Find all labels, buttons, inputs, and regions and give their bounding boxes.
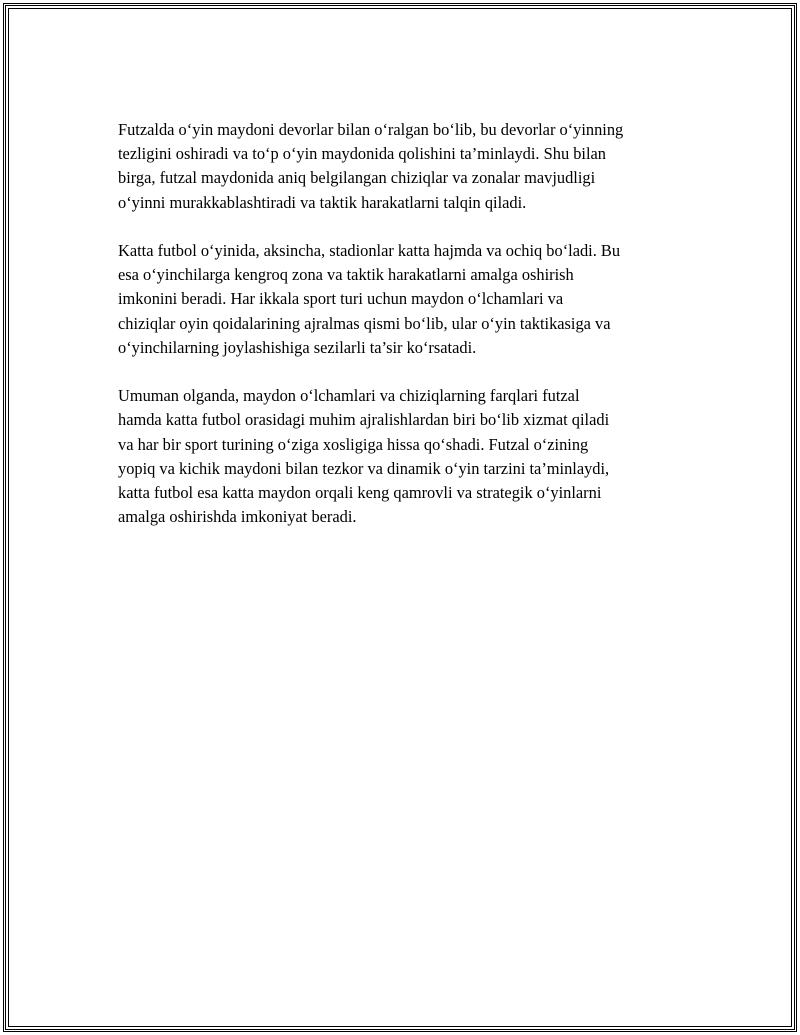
paragraph-line: hamda katta futbol orasidagi muhim ajralishlardan biri bo‘lib xizmat qiladi [118,410,610,430]
paragraph-line: o‘yinni murakkablashtiradi va taktik harakatlarni talqin qiladi. [118,192,527,212]
paragraph-line: Umuman olganda, maydon o‘lchamlari va chiziqlarning farqlari futzal [118,386,580,406]
paragraph-1 [118,118,698,215]
paragraph-line: amalga oshirishda imkoniyat beradi. [118,507,357,527]
paragraph-line: va har bir sport turining o‘ziga xosligiga hissa qo‘shadi. Futzal o‘zining [118,434,589,454]
paragraph-2 [118,239,698,360]
document-body [118,118,698,554]
paragraph-line: imkonini beradi. Har ikkala sport turi uchun maydon o‘lchamlari va [118,289,564,309]
paragraph-line: Katta futbol o‘yinida, aksincha, stadionlar katta hajmda va ochiq bo‘ladi. Bu [118,241,621,260]
paragraph-line: esa o‘yinchilarga kengroq zona va taktik harakatlarni amalga oshirish [118,265,574,285]
paragraph-line: yopiq va kichik maydoni bilan tezkor va dinamik o‘yin tarzini ta’minlaydi, [118,458,610,478]
paragraph-3 [118,384,698,529]
paragraph-line: chiziqlar oyin qoidalarining ajralmas qismi bo‘lib, ular o‘yin taktikasiga va [118,313,611,333]
paragraph-line: tezligini oshiradi va to‘p o‘yin maydonida qolishini ta’minlaydi. Shu bilan [118,144,607,164]
paragraph-line: o‘yinchilarning joylashishiga sezilarli ta’sir ko‘rsatadi. [118,337,477,357]
paragraph-line: katta futbol esa katta maydon orqali keng qamrovli va strategik o‘yinlarni [118,483,602,503]
paragraph-line: birga, futzal maydonida aniq belgilangan chiziqlar va zonalar mavjudligi [118,168,596,188]
paragraph-line: Futzalda o‘yin maydoni devorlar bilan o‘ralgan bo‘lib, bu devorlar o‘yinning [118,120,624,139]
